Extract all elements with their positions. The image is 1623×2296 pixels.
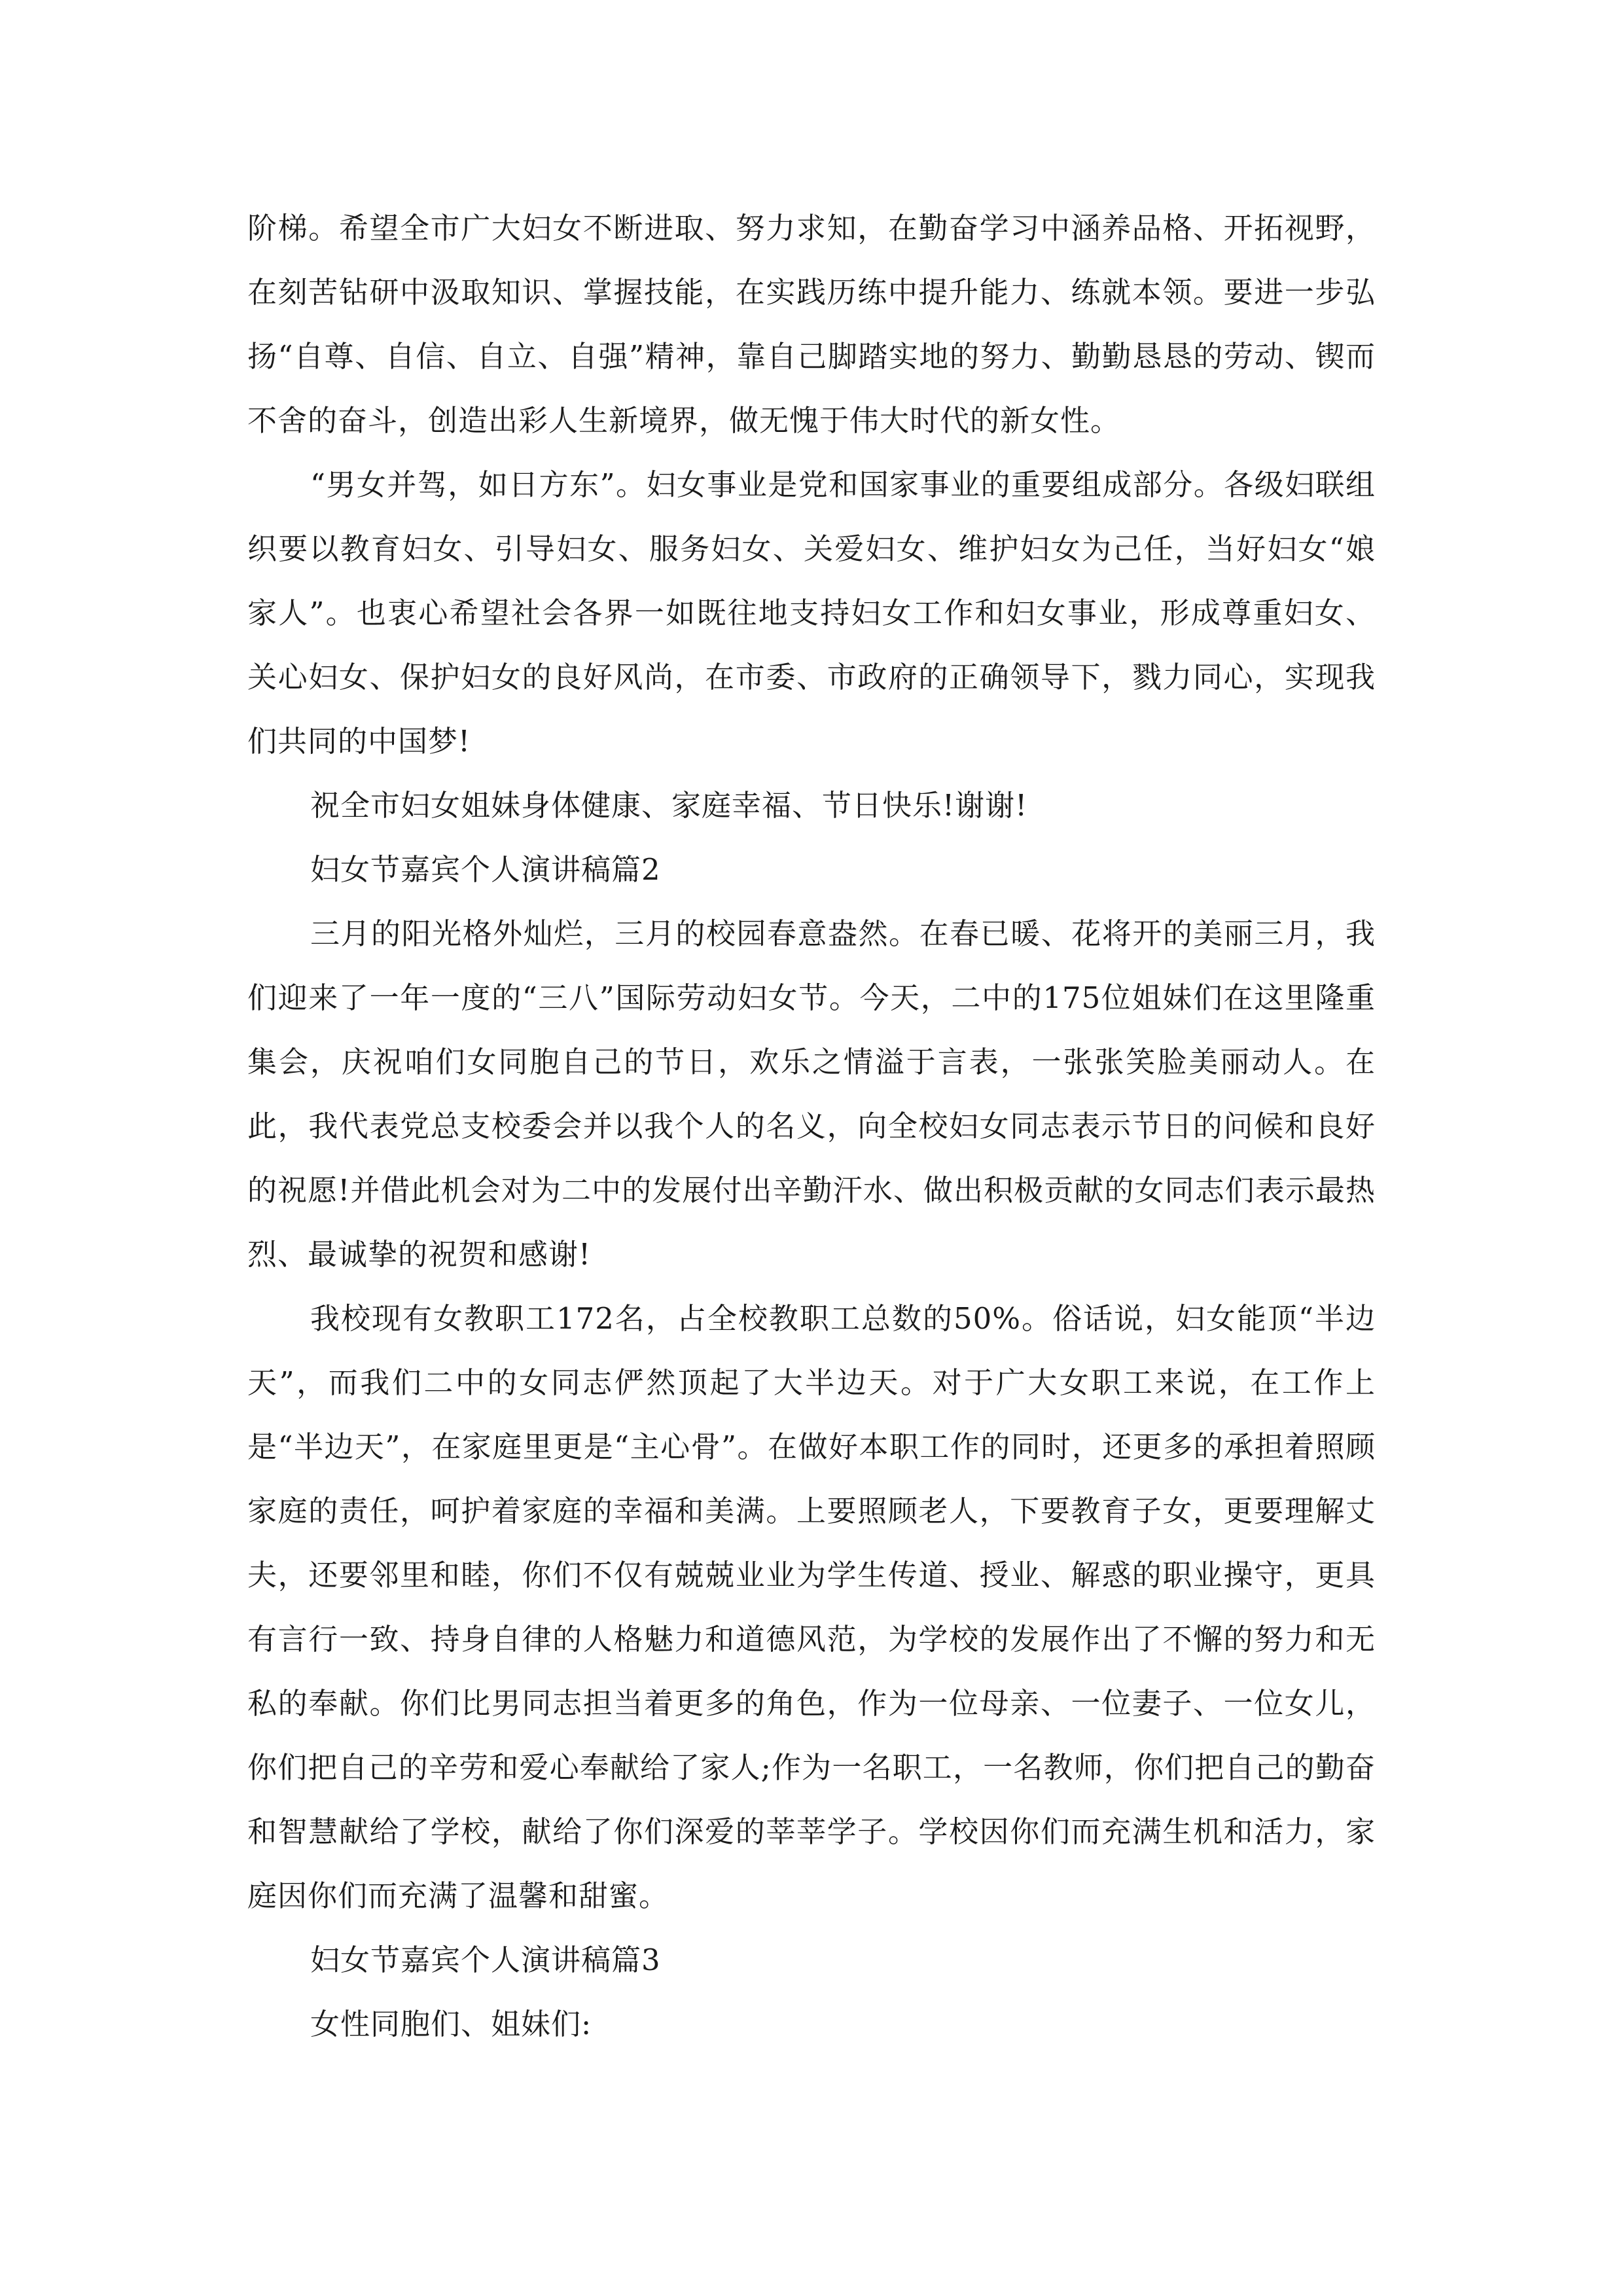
paragraph-salutation: 女性同胞们、姐妹们:: [310, 2007, 592, 2041]
section-heading-3: 妇女节嘉宾个人演讲稿篇3: [310, 1943, 661, 1977]
paragraph-women-cause: “男女并驾，如日方东”。妇女事业是党和国家事业的重要组成部分。各级妇联组织要以教育妇女、引导妇女、服务妇女、关爱妇女、维护妇女为己任，当好妇女“娘家人”。也衷心希望社会各界一如既往地支持妇女工作和妇女事业，形成尊重妇女、关心妇女、保护妇女的良好风尚，在市委、市政府的正确领导下，戮力同心，实现我们共同的中国梦!: [247, 467, 1376, 759]
paragraph-blessing: 祝全市妇女姐妹身体健康、家庭幸福、节日快乐!谢谢!: [310, 788, 1028, 823]
document-body: [247, 196, 1376, 2056]
paragraph-female-staff: 我校现有女教职工172名，占全校教职工总数的50%。俗话说，妇女能顶“半边天”，而我们二中的女同志俨然顶起了大半边天。对于广大女职工来说，在工作上是“半边天”，在家庭里更是“主心骨”。在做好本职工作的同时，还更多的承担着照顾家庭的责任，呵护着家庭的幸福和美满。上要照顾老人，下要教育子女，更要理解丈夫，还要邻里和睦，你们不仅有兢兢业业为学生传道、授业、解惑的职业操守，更具有言行一致、持身自律的人格魅力和道德风范，为学校的发展作出了不懈的努力和无私的奉献。你们比男同志担当着更多的角色，作为一位母亲、一位妻子、一位女儿，你们把自己的辛劳和爱心奉献给了家人;作为一名职工，一名教师，你们把自己的勤奋和智慧献给了学校，献给了你们深爱的莘莘学子。学校因你们而充满生机和活力，家庭因你们而充满了温馨和甜蜜。: [247, 1301, 1376, 1913]
section-heading-2: 妇女节嘉宾个人演讲稿篇2: [310, 852, 661, 887]
paragraph-march-sunshine: 三月的阳光格外灿烂，三月的校园春意盎然。在春已暖、花将开的美丽三月，我们迎来了一年一度的“三八”国际劳动妇女节。今天，二中的175位姐妹们在这里隆重集会，庆祝咱们女同胞自己的节日，欢乐之情溢于言表，一张张笑脸美丽动人。在此，我代表党总支校委会并以我个人的名义，向全校妇女同志表示节日的问候和良好的祝愿!并借此机会对为二中的发展付出辛勤汗水、做出积极贡献的女同志们表示最热烈、最诚挚的祝贺和感谢!: [247, 916, 1376, 1272]
paragraph-continuation: 阶梯。希望全市广大妇女不断进取、努力求知，在勤奋学习中涵养品格、开拓视野，在刻苦钻研中汲取知识、掌握技能，在实践历练中提升能力、练就本领。要进一步弘扬“自尊、自信、自立、自强”精神，靠自己脚踏实地的努力、勤勤恳恳的劳动、锲而不舍的奋斗，创造出彩人生新境界，做无愧于伟大时代的新女性。: [247, 211, 1376, 438]
